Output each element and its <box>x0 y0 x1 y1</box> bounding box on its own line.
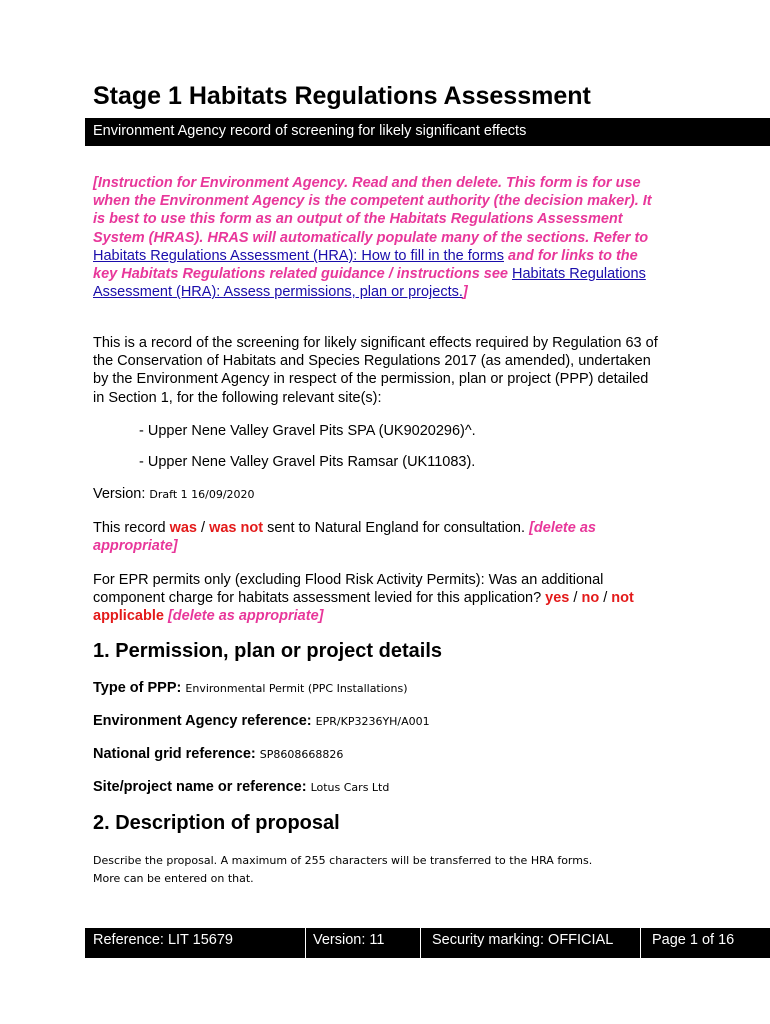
footer-version: Version: 11 <box>313 932 385 948</box>
field-value: SP8608668826 <box>259 748 344 761</box>
footer-security: Security marking: OFFICIAL <box>432 932 614 948</box>
option-was-not: was not <box>209 520 264 536</box>
field-site-name <box>93 779 389 795</box>
field-grid-reference <box>93 746 343 762</box>
epr-sep-2: / <box>599 590 612 607</box>
epr-delete-note: [delete as appropriate] <box>163 608 324 625</box>
field-label: National grid reference: <box>93 746 260 762</box>
link-hra-how-to-fill[interactable]: Habitats Regulations Assessment (HRA): How to fill in the forms <box>93 247 504 264</box>
option-yes: yes <box>545 590 570 607</box>
consultation-delete-note: [delete as appropriate] <box>93 520 596 555</box>
version-line <box>93 486 255 502</box>
epr-paragraph <box>93 571 663 626</box>
version-label: Version: <box>93 486 150 502</box>
consultation-pre: This record <box>93 520 170 536</box>
proposal-description-line-2: More can be entered on that. <box>93 872 254 885</box>
field-label: Site/project name or reference: <box>93 779 311 795</box>
page-footer <box>85 928 770 958</box>
field-type-of-ppp <box>93 680 408 696</box>
instruction-text-1: [Instruction for Environment Agency. Read and then delete. This form is for use when the Environment Agency is the competent authority (the decision maker). It is best to use this form as an output of the Habitats Regulations Assessment System (HRAS). HRAS will automatically populate many of the sections. Refer to <box>93 175 652 246</box>
option-not-applicable: not applicable <box>93 590 634 625</box>
page-title: Stage 1 Habitats Regulations Assessment <box>93 82 591 110</box>
instruction-note <box>93 174 663 301</box>
intro-paragraph: This is a record of the screening for likely significant effects required by Regulation 63 of the Conservation of Habitats and Species Regulations 2017 (as amended), undertaken by the Environment Agency in respect of the permission, plan or project (PPP) detailed in Section 1, for the following relevant site(s): <box>93 335 658 406</box>
footer-divider <box>640 928 641 958</box>
consultation-post: sent to Natural England for consultation. <box>263 520 530 536</box>
instruction-text-3: ] <box>462 284 468 301</box>
site-item-ramsar: - Upper Nene Valley Gravel Pits Ramsar (UK11083). <box>139 454 476 470</box>
footer-reference: Reference: LIT 15679 <box>93 932 233 948</box>
section-2-heading: 2. Description of proposal <box>93 812 340 834</box>
field-value: Lotus Cars Ltd <box>310 781 390 794</box>
link-hra-assess-permissions[interactable]: Habitats Regulations Assessment (HRA): Assess permissions, plan or projects. <box>93 266 646 301</box>
subtitle-text: Environment Agency record of screening for likely significant effects <box>93 123 527 139</box>
option-no: no <box>581 590 600 607</box>
field-label: Type of PPP: <box>93 680 186 696</box>
proposal-description <box>93 852 653 888</box>
epr-sep-1: / <box>569 590 582 607</box>
consultation-slash: / <box>196 520 210 536</box>
subtitle-banner <box>85 118 770 146</box>
footer-divider <box>305 928 306 958</box>
field-label: Environment Agency reference: <box>93 713 316 729</box>
footer-divider <box>420 928 421 958</box>
consultation-paragraph <box>93 519 663 555</box>
section-1-heading: 1. Permission, plan or project details <box>93 640 442 662</box>
field-value: Environmental Permit (PPC Installations) <box>185 682 408 695</box>
site-item-spa: - Upper Nene Valley Gravel Pits SPA (UK9020296)^. <box>139 423 476 439</box>
instruction-text-2: and for links to the key Habitats Regulations related guidance / instructions see <box>93 247 638 283</box>
proposal-description-line-1: Describe the proposal. A maximum of 255 characters will be transferred to the HRA forms. <box>93 854 593 867</box>
option-was: was <box>169 520 197 536</box>
field-value: EPR/KP3236YH/A001 <box>315 715 430 728</box>
epr-question: For EPR permits only (excluding Flood Risk Activity Permits): Was an additional component charge for habitats assessment levied for this application? <box>93 572 604 607</box>
footer-page-number: Page 1 of 16 <box>652 932 735 948</box>
version-value: Draft 1 16/09/2020 <box>149 488 255 501</box>
field-ea-reference <box>93 713 430 729</box>
